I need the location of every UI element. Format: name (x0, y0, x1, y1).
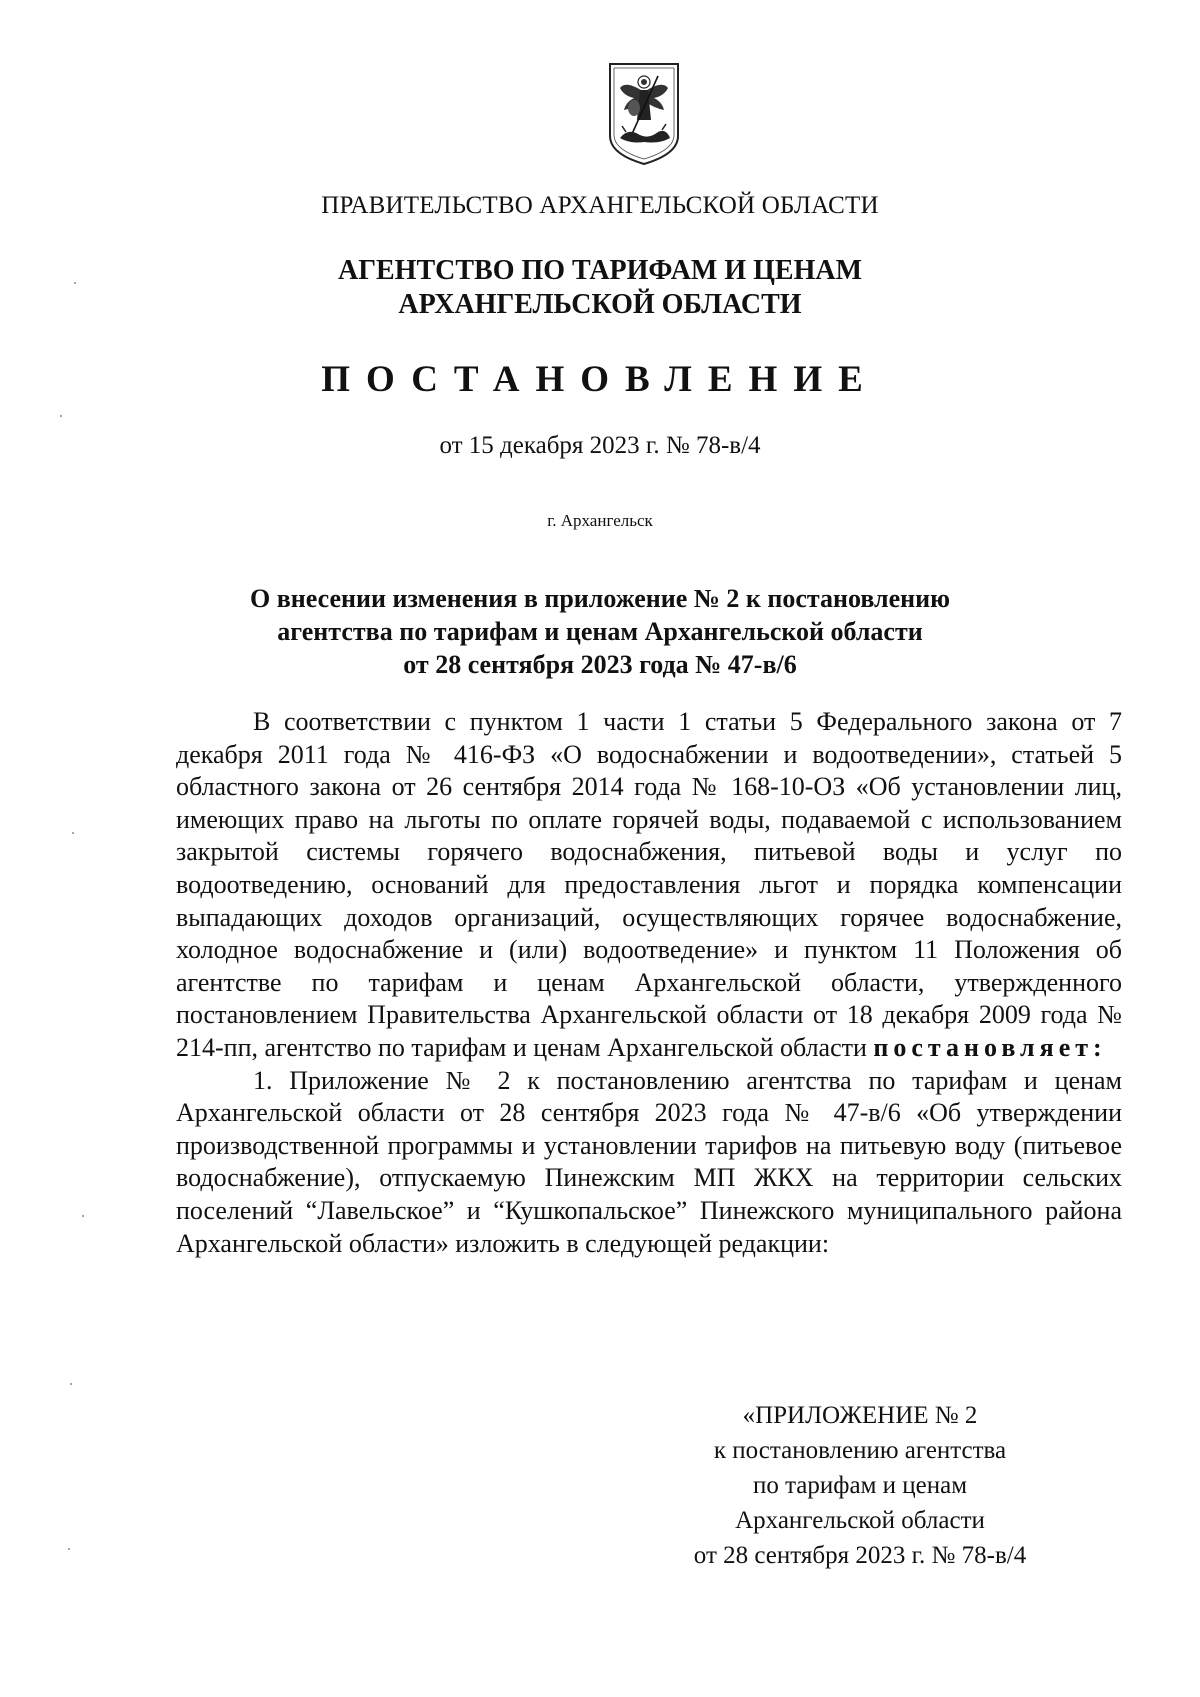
subject-line-2: агентства по тарифам и ценам Архангельской области (277, 617, 923, 646)
annex-line-5: от 28 сентября 2023 г. № 78-в/4 (693, 1542, 1027, 1569)
body-paragraph-2: 1. Приложение № 2 к постановлению агентства по тарифам и ценам Архангельской области от 28 сентября 2023 года № 47-в/6 «Об утверждении производственной программы и установлении тарифов на питьевую воду (питьевое водоснабжение), отпускаемую Пинежским МП ЖКХ на территории сельских поселений “Лавельское” и “Кушкопальское” Пинежского муниципального района Архангельской области» изложить в следующей редакции: (176, 1065, 1122, 1258)
body-paragraph-1 (176, 706, 1122, 1065)
scan-mark (74, 282, 76, 284)
subject-line-1: О внесении изменения в приложение № 2 к постановлению (250, 584, 950, 613)
scan-mark (60, 415, 62, 417)
document-type: ПОСТАНОВЛЕНИЕ (321, 359, 879, 400)
agency-name-line-2: АРХАНГЕЛЬСКОЙ ОБЛАСТИ (398, 289, 802, 320)
annex-header (660, 1398, 1060, 1573)
scan-mark (72, 832, 74, 834)
body-paragraph-1-text: В соответствии с пунктом 1 части 1 статьи 5 Федерального закона от 7 декабря 2011 года № 416-ФЗ «О водоснабжении и водоотведении», статьей 5 областного закона от 26 сентября 2014 года № 168-10-ОЗ «Об установлении лиц, имеющих право на льготы по оплате горячей воды, подаваемой с использованием закрытой системы горячего водоснабжения, питьевой воды и услуг по водоотведению, оснований для предоставления льгот и порядка компенсации выпадающих доходов организаций, осуществляющих горячее водоснабжение, холодное водоснабжение и (или) водоотведение» и пунктом 11 Положения об агентстве по тарифам и ценам Архангельской области, утвержденного постановлением Правительства Архангельской области от 18 декабря 2009 года № 214-пп, агентство по тарифам и ценам Архангельской области (176, 707, 1122, 1062)
scan-mark (70, 1383, 72, 1385)
subject-line-3: от 28 сентября 2023 года № 47-в/6 (403, 650, 797, 679)
agency-name-line-1: АГЕНТСТВО ПО ТАРИФАМ И ЦЕНАМ (337, 255, 863, 286)
document-body (176, 706, 1122, 1260)
decree-word: постановляет: (873, 1032, 1107, 1062)
agency-name (0, 254, 1200, 322)
annex-line-3: по тарифам и ценам (752, 1472, 968, 1499)
scan-mark (82, 1215, 84, 1217)
document-city: г. Архангельск (547, 511, 653, 530)
annex-line-1: «ПРИЛОЖЕНИЕ № 2 (742, 1402, 978, 1429)
document-date-number: от 15 декабря 2023 г. № 78-в/4 (439, 432, 761, 459)
annex-line-2: к постановлению агентства (713, 1437, 1007, 1464)
document-subject (0, 582, 1200, 681)
annex-line-4: Архангельской области (735, 1507, 985, 1534)
scan-mark (68, 1548, 70, 1550)
government-name: ПРАВИТЕЛЬСТВО АРХАНГЕЛЬСКОЙ ОБЛАСТИ (321, 192, 879, 219)
coat-of-arms-icon (604, 58, 684, 168)
